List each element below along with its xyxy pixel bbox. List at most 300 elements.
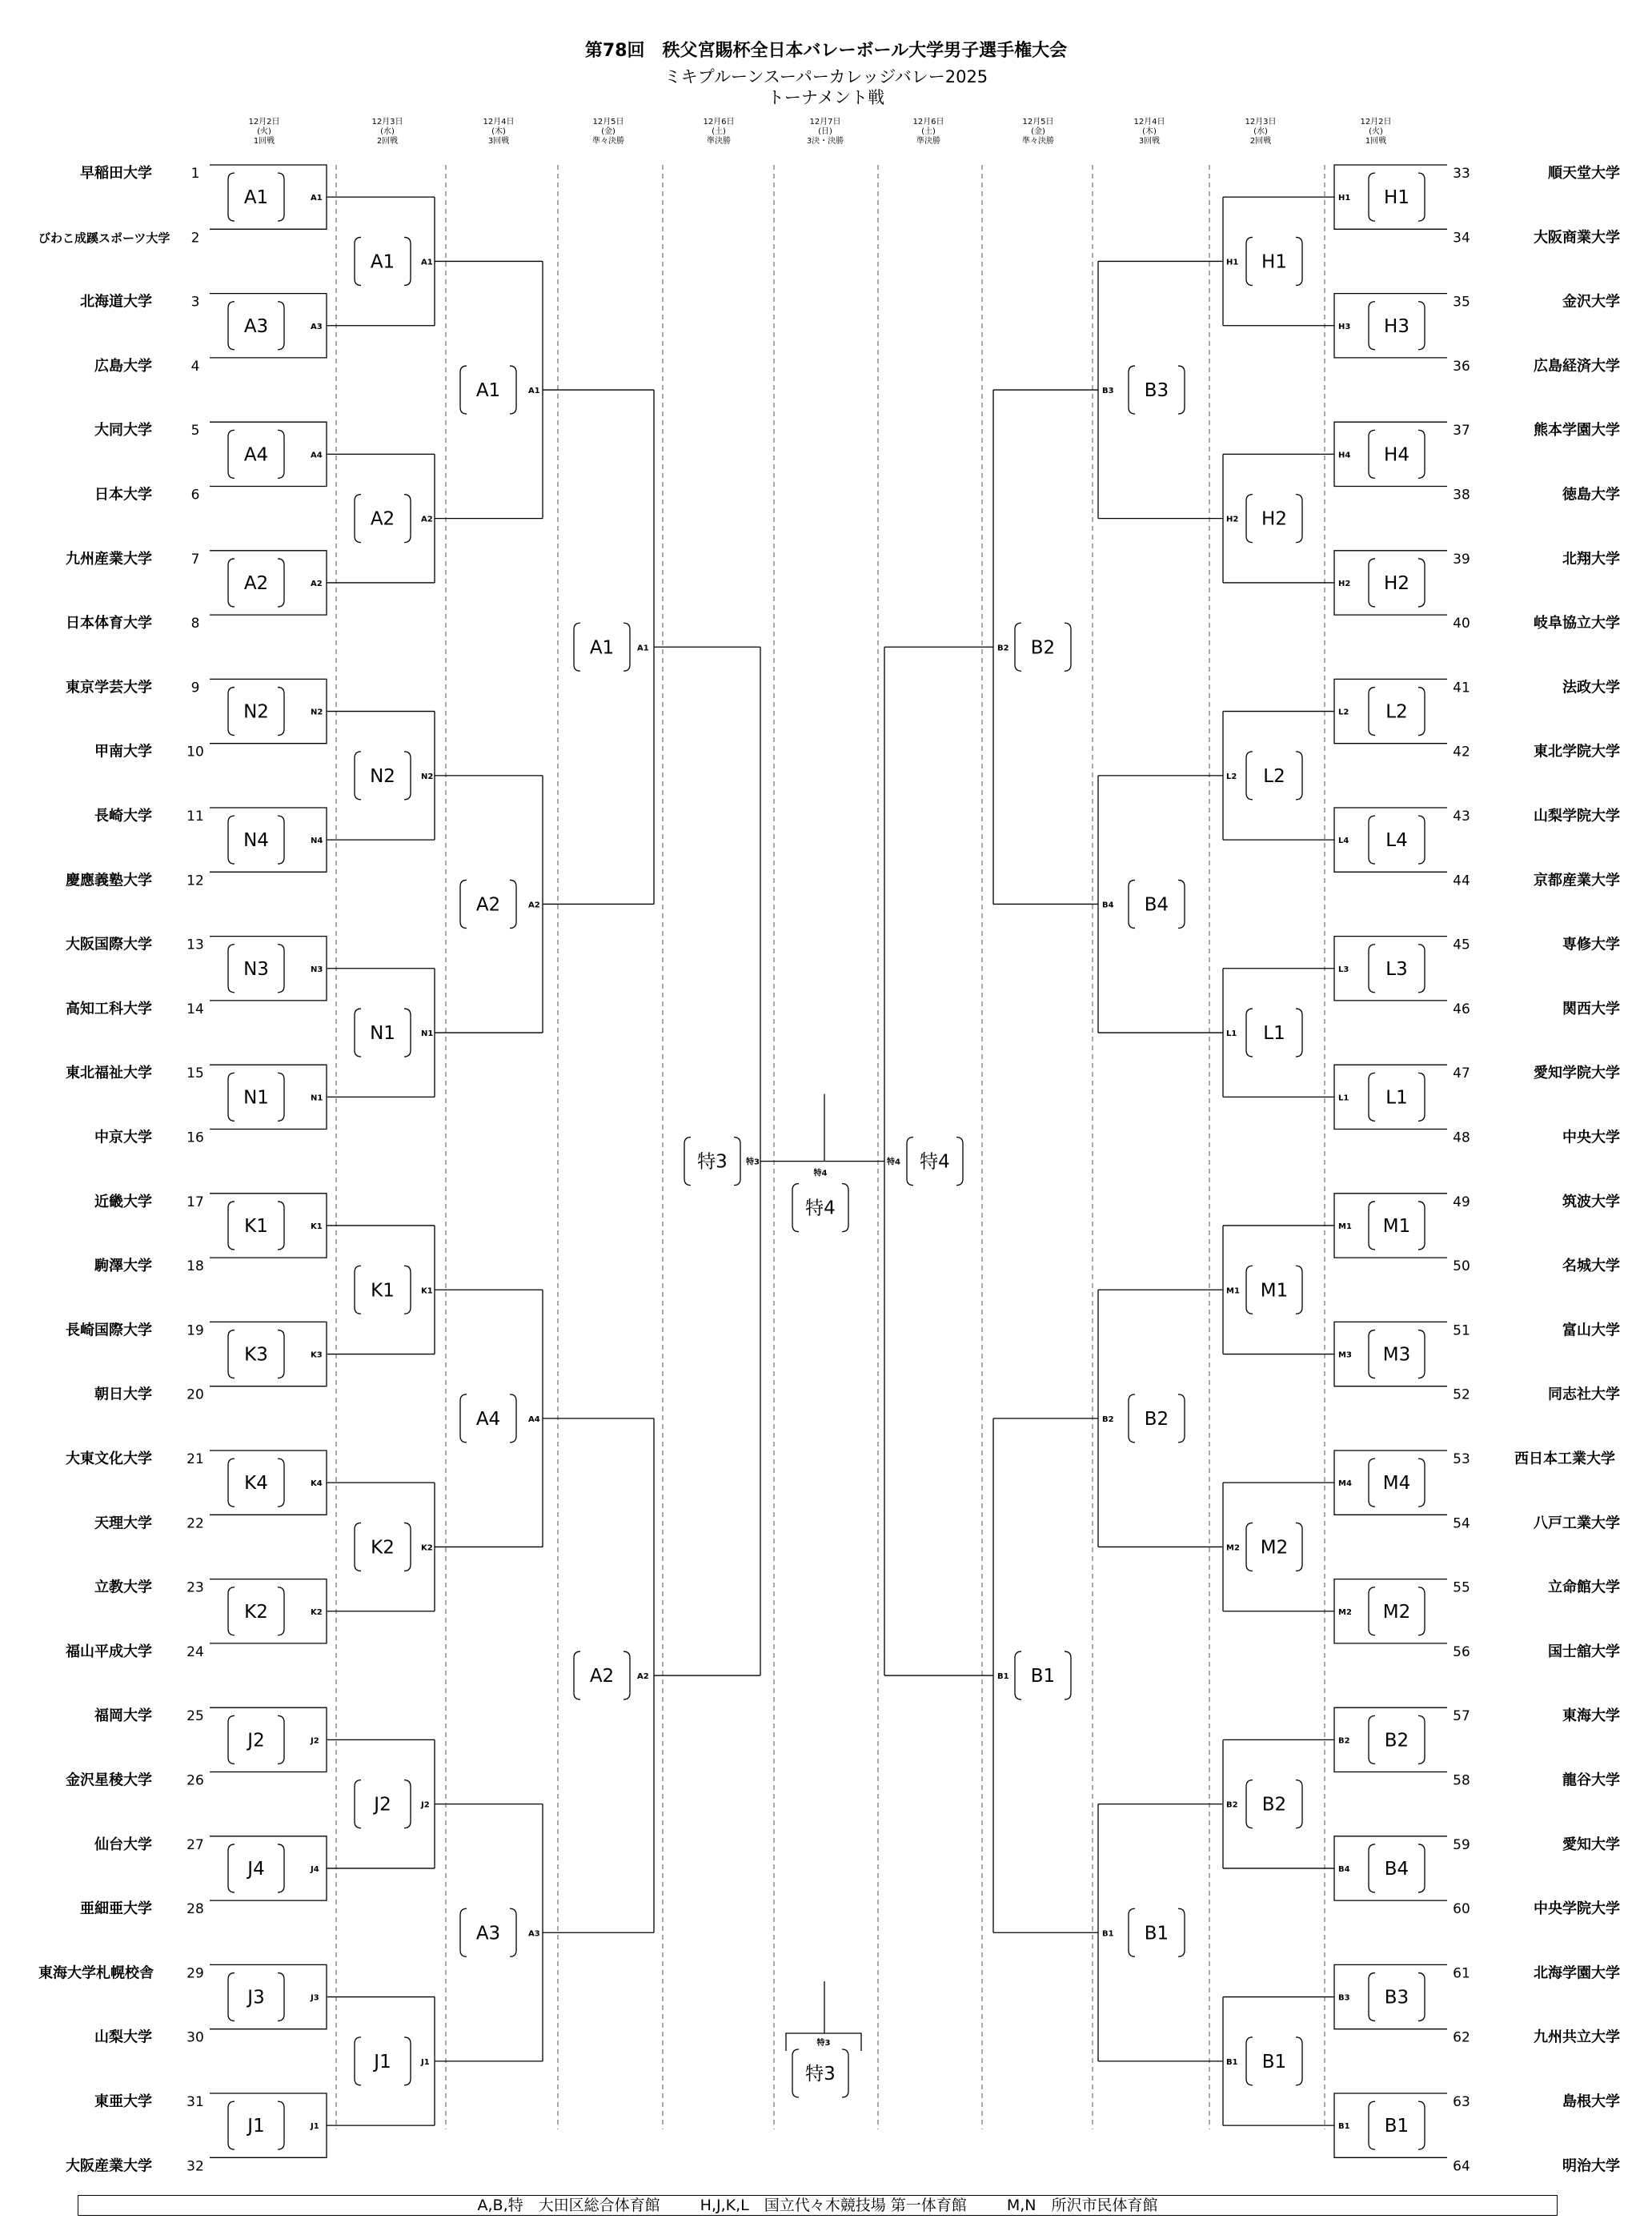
seed-number-left: 24 — [186, 1643, 204, 1660]
team-name-left: 駒澤大学 — [94, 1258, 152, 1275]
team-name-right: 東海大学 — [1562, 1707, 1620, 1725]
court-bracket — [1418, 302, 1425, 350]
court-bracket — [1418, 1073, 1425, 1121]
court-tag: 特3 — [746, 1158, 760, 1167]
seed-number-right: 45 — [1453, 937, 1470, 953]
court-bracket — [278, 1202, 284, 1250]
court-tag: L1 — [1226, 1029, 1237, 1039]
court-bracket — [278, 945, 284, 993]
court-bracket — [460, 1908, 467, 1956]
court-bracket — [278, 2101, 284, 2149]
team-name-right: 同志社大学 — [1548, 1386, 1620, 1403]
court-bracket — [355, 1009, 361, 1057]
court-bracket — [574, 1651, 580, 1699]
court-bracket — [1369, 945, 1375, 993]
seed-number-left: 27 — [186, 1836, 204, 1853]
court-bracket — [228, 945, 235, 993]
court-bracket — [404, 495, 411, 543]
court-r1-left: A3 — [243, 315, 269, 337]
court-tag: A2 — [637, 1672, 649, 1682]
team-name-left: 山梨大学 — [94, 2028, 152, 2046]
court-tag: M1 — [1338, 1222, 1352, 1231]
court-r3-right: B1 — [1144, 1923, 1169, 1944]
seed-number-left: 22 — [186, 1515, 204, 1532]
court-bracket — [1246, 1523, 1253, 1571]
court-tag: B1 — [1338, 2122, 1350, 2132]
court-bracket — [792, 1184, 799, 1232]
team-name-right: 専修大学 — [1562, 936, 1620, 953]
court-r1-right: M1 — [1382, 1215, 1411, 1237]
court-r1-left: K3 — [244, 1344, 268, 1366]
court-bracket — [278, 1715, 284, 1764]
team-name-left: 広島大学 — [94, 357, 152, 375]
seed-number-right: 37 — [1453, 423, 1470, 439]
team-name-left: 北海道大学 — [80, 293, 152, 311]
court-bracket — [1369, 1715, 1375, 1764]
court-bracket — [1369, 1202, 1375, 1250]
seed-number-right: 55 — [1453, 1579, 1470, 1596]
court-sf-left: 特3 — [697, 1151, 728, 1173]
court-bracket — [228, 1459, 235, 1507]
court-bracket — [1065, 1651, 1071, 1699]
team-name-left: 朝日大学 — [94, 1386, 152, 1403]
team-name-left: 甲南大学 — [94, 743, 152, 760]
court-qf-right: B1 — [1030, 1666, 1056, 1687]
round-name: 2回戦 — [376, 137, 399, 146]
court-bracket — [1369, 173, 1375, 221]
court-third-place: 特3 — [805, 2064, 836, 2085]
team-name-left: 福岡大学 — [94, 1707, 152, 1725]
court-r1-right: H4 — [1384, 444, 1409, 466]
court-tag: K1 — [311, 1222, 323, 1231]
court-r3-left: A4 — [475, 1408, 501, 1430]
court-bracket — [355, 1780, 361, 1828]
team-name-right: 名城大学 — [1562, 1258, 1620, 1275]
court-bracket — [278, 688, 284, 736]
round-day: (日) — [818, 127, 832, 136]
seed-number-right: 47 — [1453, 1065, 1470, 1082]
round-date: 12月3日 — [371, 118, 403, 126]
seed-number-left: 10 — [186, 744, 204, 760]
court-tag: H2 — [1226, 515, 1239, 524]
court-tag: B2 — [1102, 1414, 1114, 1424]
seed-number-left: 19 — [186, 1322, 204, 1339]
court-r2-right: M1 — [1260, 1280, 1289, 1302]
court-tag: B1 — [1102, 1929, 1114, 1939]
court-tag: N2 — [311, 708, 323, 717]
round-date: 12月5日 — [592, 118, 624, 126]
team-name-right: 東北学院大学 — [1534, 743, 1620, 760]
team-name-right: 岐阜協立大学 — [1534, 615, 1620, 632]
court-r2-left: K1 — [371, 1280, 395, 1302]
court-tag: L3 — [1338, 965, 1349, 974]
team-name-left: 東北福祉大学 — [66, 1065, 152, 1082]
court-r1-right: L3 — [1385, 958, 1408, 980]
court-bracket — [228, 559, 235, 607]
team-name-left: 長崎大学 — [94, 808, 152, 825]
court-tag: J4 — [311, 1864, 319, 1874]
court-bracket — [1369, 1459, 1375, 1507]
seed-number-right: 54 — [1453, 1515, 1470, 1532]
team-name-right: 愛知学院大学 — [1534, 1065, 1620, 1082]
team-name-left: 大阪産業大学 — [66, 2157, 152, 2175]
round-date: 12月4日 — [483, 118, 515, 126]
team-name-left: 東京学芸大学 — [66, 679, 152, 696]
bracket-line — [210, 1579, 327, 1643]
seed-number-right: 57 — [1453, 1708, 1470, 1725]
bracket-line — [210, 1322, 327, 1386]
court-bracket — [355, 1523, 361, 1571]
court-tag: M2 — [1226, 1543, 1240, 1553]
bracket-line — [210, 1707, 327, 1772]
seed-number-left: 9 — [190, 680, 200, 696]
court-tag: M2 — [1338, 1607, 1352, 1617]
court-r1-left: A1 — [243, 187, 269, 209]
court-bracket — [624, 623, 630, 671]
court-bracket — [1246, 495, 1253, 543]
court-bracket — [1418, 2101, 1425, 2149]
court-tag: N3 — [311, 965, 323, 974]
court-bracket — [510, 1908, 516, 1956]
round-date: 12月4日 — [1133, 118, 1165, 126]
court-bracket — [1296, 1009, 1302, 1057]
court-tag: L2 — [1338, 708, 1349, 717]
court-r1-left: N4 — [243, 830, 269, 852]
court-r1-right: H1 — [1384, 187, 1409, 209]
court-bracket — [355, 2037, 361, 2085]
team-name-right: 九州共立大学 — [1534, 2028, 1620, 2046]
seed-number-right: 43 — [1453, 809, 1470, 825]
court-bracket — [404, 237, 411, 285]
seed-number-left: 30 — [186, 2029, 204, 2046]
court-bracket — [228, 1202, 235, 1250]
court-bracket — [228, 173, 235, 221]
court-r2-right: H2 — [1261, 508, 1287, 530]
seed-number-left: 31 — [186, 2094, 204, 2110]
venue-footer — [78, 2195, 1558, 2216]
seed-number-right: 51 — [1453, 1322, 1470, 1339]
court-bracket — [228, 2101, 235, 2149]
team-name-right: 立命館大学 — [1548, 1579, 1620, 1596]
round-date: 12月3日 — [1245, 118, 1277, 126]
seed-number-right: 56 — [1453, 1643, 1470, 1660]
court-r2-left: N1 — [370, 1023, 395, 1045]
seed-number-left: 12 — [186, 873, 204, 889]
team-name-right: 中央学院大学 — [1534, 1900, 1620, 1918]
team-name-right: 徳島大学 — [1562, 486, 1620, 504]
court-bracket — [1418, 1330, 1425, 1378]
round-name: 準決勝 — [916, 137, 940, 146]
court-r1-right: L4 — [1385, 830, 1408, 852]
court-bracket — [510, 1394, 516, 1443]
seed-number-left: 4 — [190, 358, 200, 375]
court-tag: L1 — [1338, 1093, 1349, 1103]
seed-number-left: 18 — [186, 1258, 204, 1275]
bracket-line — [210, 2093, 327, 2157]
court-r1-left: J1 — [247, 2116, 265, 2137]
court-bracket — [574, 623, 580, 671]
court-tag: J3 — [311, 1993, 319, 2003]
court-bracket — [1296, 2037, 1302, 2085]
court-bracket — [1369, 2101, 1375, 2149]
court-bracket — [1296, 1266, 1302, 1314]
court-tag: 特4 — [813, 1169, 828, 1178]
seed-number-left: 15 — [186, 1065, 204, 1082]
court-bracket — [1418, 688, 1425, 736]
seed-number-left: 16 — [186, 1130, 204, 1146]
court-r1-left: N2 — [243, 701, 269, 723]
team-name-left: 中京大学 — [94, 1129, 152, 1146]
court-bracket — [510, 880, 516, 928]
court-tag: A2 — [421, 515, 433, 524]
court-bracket — [228, 1587, 235, 1635]
court-tag: L2 — [1226, 772, 1237, 781]
court-bracket — [228, 302, 235, 350]
team-name-right: 富山大学 — [1562, 1322, 1620, 1339]
seed-number-right: 44 — [1453, 873, 1470, 889]
court-tag: A1 — [421, 258, 433, 267]
team-name-right: 筑波大学 — [1562, 1193, 1620, 1210]
seed-number-right: 35 — [1453, 294, 1470, 311]
court-tag: A4 — [528, 1414, 540, 1424]
seed-number-left: 5 — [190, 423, 200, 439]
court-tag: B1 — [1226, 2057, 1238, 2067]
team-name-left: 早稲田大学 — [80, 165, 152, 182]
round-date: 12月6日 — [912, 118, 944, 126]
court-bracket — [228, 1073, 235, 1121]
court-tag: B2 — [997, 644, 1009, 653]
court-tag: N1 — [421, 1029, 434, 1039]
court-tag: N4 — [311, 837, 323, 846]
court-r3-right: B3 — [1144, 380, 1169, 402]
court-r2-left: K2 — [371, 1537, 395, 1559]
court-r2-right: L1 — [1263, 1023, 1285, 1045]
court-bracket — [404, 752, 411, 800]
court-bracket — [1418, 816, 1425, 864]
team-name-left: びわこ成蹊スポーツ大学 — [38, 231, 170, 246]
seed-number-left: 23 — [186, 1579, 204, 1596]
court-bracket — [956, 1138, 963, 1186]
court-bracket — [278, 173, 284, 221]
court-tag: N1 — [311, 1093, 323, 1103]
round-name: 3回戦 — [487, 137, 510, 146]
court-r1-right: B2 — [1384, 1730, 1409, 1751]
round-day: (木) — [491, 127, 506, 136]
court-tag: B4 — [1338, 1864, 1350, 1874]
seed-number-left: 26 — [186, 1772, 204, 1789]
court-bracket — [278, 1587, 284, 1635]
seed-number-right: 58 — [1453, 1772, 1470, 1789]
court-bracket — [460, 1394, 467, 1443]
round-day: (木) — [1142, 127, 1157, 136]
team-name-right: 広島経済大学 — [1534, 357, 1620, 375]
venue-2: H,J,K,L 国立代々木競技場 第一体育館 — [700, 2197, 967, 2214]
court-sf-right: 特4 — [920, 1151, 950, 1173]
team-name-left: 大阪国際大学 — [66, 936, 152, 953]
team-name-left: 慶應義塾大学 — [66, 872, 152, 889]
court-bracket — [228, 430, 235, 478]
round-date: 12月7日 — [809, 118, 841, 126]
team-name-right: 島根大学 — [1562, 2093, 1620, 2110]
seed-number-left: 28 — [186, 1901, 204, 1918]
round-name: 準々決勝 — [1022, 137, 1054, 146]
court-tag: H4 — [1338, 451, 1351, 460]
round-day: (金) — [601, 127, 615, 136]
venue-3: M,N 所沢市民体育館 — [1006, 2197, 1158, 2214]
court-qf-left: A2 — [589, 1666, 615, 1687]
court-bracket — [907, 1138, 913, 1186]
court-r2-left: A2 — [370, 508, 395, 530]
court-r1-right: M4 — [1382, 1473, 1411, 1495]
court-bracket — [1418, 945, 1425, 993]
court-r1-left: A2 — [243, 572, 269, 594]
court-bracket — [404, 2037, 411, 2085]
court-r1-right: B1 — [1384, 2116, 1409, 2137]
seed-number-right: 63 — [1453, 2094, 1470, 2110]
court-bracket — [228, 1973, 235, 2021]
court-bracket — [1178, 1908, 1185, 1956]
court-tag: A3 — [311, 322, 323, 331]
round-name: 2回戦 — [1249, 137, 1272, 146]
court-bracket — [355, 495, 361, 543]
round-day: (水) — [1253, 127, 1268, 136]
court-r1-right: B4 — [1384, 1858, 1409, 1880]
team-name-right: 北翔大学 — [1562, 550, 1620, 568]
court-bracket — [734, 1138, 740, 1186]
seed-number-left: 14 — [186, 1001, 204, 1017]
court-bracket — [278, 1073, 284, 1121]
team-name-right: 西日本工業大学 — [1514, 1451, 1615, 1467]
seed-number-right: 62 — [1453, 2029, 1470, 2046]
seed-number-right: 59 — [1453, 1836, 1470, 1853]
tournament-title: 第78回 秩父宮賜杯全日本バレーボール大学男子選手権大会 — [584, 41, 1068, 61]
court-bracket — [1369, 1587, 1375, 1635]
court-qf-left: A1 — [589, 637, 615, 659]
round-name: 1回戦 — [253, 137, 275, 146]
team-name-left: 東海大学札幌校舎 — [38, 1964, 154, 1982]
court-bracket — [1129, 1908, 1135, 1956]
seed-number-left: 3 — [190, 294, 200, 311]
court-bracket — [460, 366, 467, 414]
court-tag: B4 — [1102, 901, 1114, 910]
court-bracket — [1246, 237, 1253, 285]
court-r1-right: M3 — [1382, 1344, 1411, 1366]
court-tag: A1 — [528, 387, 540, 396]
court-r2-left: J2 — [374, 1794, 391, 1816]
court-tag: 特3 — [816, 2039, 831, 2048]
court-bracket — [228, 1330, 235, 1378]
court-bracket — [1418, 1459, 1425, 1507]
court-bracket — [1418, 173, 1425, 221]
court-r1-right: H3 — [1384, 315, 1409, 337]
court-bracket — [1015, 623, 1021, 671]
team-name-right: 北海学園大学 — [1534, 1964, 1620, 1982]
seed-number-right: 49 — [1453, 1194, 1470, 1210]
court-bracket — [1369, 816, 1375, 864]
court-r1-left: N1 — [243, 1087, 269, 1109]
court-bracket — [460, 880, 467, 928]
team-name-left: 立教大学 — [94, 1579, 152, 1596]
court-r1-right: M2 — [1382, 1601, 1411, 1623]
court-bracket — [1015, 1651, 1021, 1699]
court-tag: B3 — [1338, 1993, 1350, 2003]
court-r3-left: A3 — [475, 1923, 501, 1944]
court-bracket — [1369, 1844, 1375, 1892]
court-r2-right: B1 — [1261, 2051, 1287, 2073]
court-bracket — [1418, 1844, 1425, 1892]
team-name-right: 熊本学園大学 — [1534, 422, 1620, 439]
court-tag: A1 — [637, 644, 649, 653]
round-name: 準決勝 — [707, 137, 731, 146]
court-tag: J2 — [311, 1736, 319, 1746]
court-tag: K4 — [311, 1479, 323, 1489]
court-bracket — [404, 1780, 411, 1828]
seed-number-left: 1 — [190, 166, 200, 182]
team-name-right: 中央大学 — [1562, 1129, 1620, 1146]
seed-number-right: 64 — [1453, 2158, 1470, 2175]
court-tag: M1 — [1226, 1286, 1240, 1296]
seed-number-left: 29 — [186, 1965, 204, 1982]
court-final: 特4 — [805, 1198, 836, 1219]
court-tag: 特4 — [887, 1158, 900, 1167]
court-bracket — [404, 1266, 411, 1314]
round-name: 3決・決勝 — [806, 137, 844, 146]
court-tag: B3 — [1102, 387, 1114, 396]
court-bracket — [278, 302, 284, 350]
team-name-right: 国士舘大学 — [1548, 1643, 1620, 1660]
round-day: (水) — [380, 127, 395, 136]
court-bracket — [1246, 1780, 1253, 1828]
court-bracket — [1178, 880, 1185, 928]
court-r1-left: K1 — [244, 1215, 268, 1237]
court-bracket — [355, 237, 361, 285]
seed-number-right: 52 — [1453, 1386, 1470, 1403]
court-bracket — [1065, 623, 1071, 671]
court-bracket — [1418, 559, 1425, 607]
court-bracket — [1369, 1073, 1375, 1121]
team-name-right: 法政大学 — [1562, 679, 1620, 696]
round-name: 準々決勝 — [592, 137, 624, 146]
court-tag: K2 — [311, 1607, 323, 1617]
seed-number-right: 40 — [1453, 616, 1470, 632]
team-name-right: 大阪商業大学 — [1534, 229, 1620, 247]
court-tag: K3 — [311, 1350, 323, 1360]
seed-number-left: 20 — [186, 1386, 204, 1403]
court-bracket — [1369, 302, 1375, 350]
seed-number-left: 17 — [186, 1194, 204, 1210]
round-day: (土) — [921, 127, 936, 136]
court-r3-right: B2 — [1144, 1408, 1169, 1430]
team-name-left: 長崎国際大学 — [66, 1322, 152, 1339]
court-tag: A3 — [528, 1929, 540, 1939]
court-r1-right: H2 — [1384, 572, 1409, 594]
court-bracket — [1178, 1394, 1185, 1443]
court-bracket — [278, 559, 284, 607]
court-bracket — [624, 1651, 630, 1699]
court-bracket — [355, 752, 361, 800]
court-bracket — [1296, 1780, 1302, 1828]
court-tag: M3 — [1338, 1350, 1352, 1360]
court-tag: N2 — [421, 772, 434, 781]
court-r3-left: A1 — [475, 380, 501, 402]
court-tag: M4 — [1338, 1479, 1352, 1489]
team-name-right: 山梨学院大学 — [1534, 808, 1620, 825]
court-tag: J2 — [421, 1800, 430, 1810]
seed-number-right: 61 — [1453, 1965, 1470, 1982]
court-tag: H1 — [1338, 194, 1351, 203]
court-tag: A2 — [311, 579, 323, 588]
court-tag: H2 — [1338, 579, 1351, 588]
